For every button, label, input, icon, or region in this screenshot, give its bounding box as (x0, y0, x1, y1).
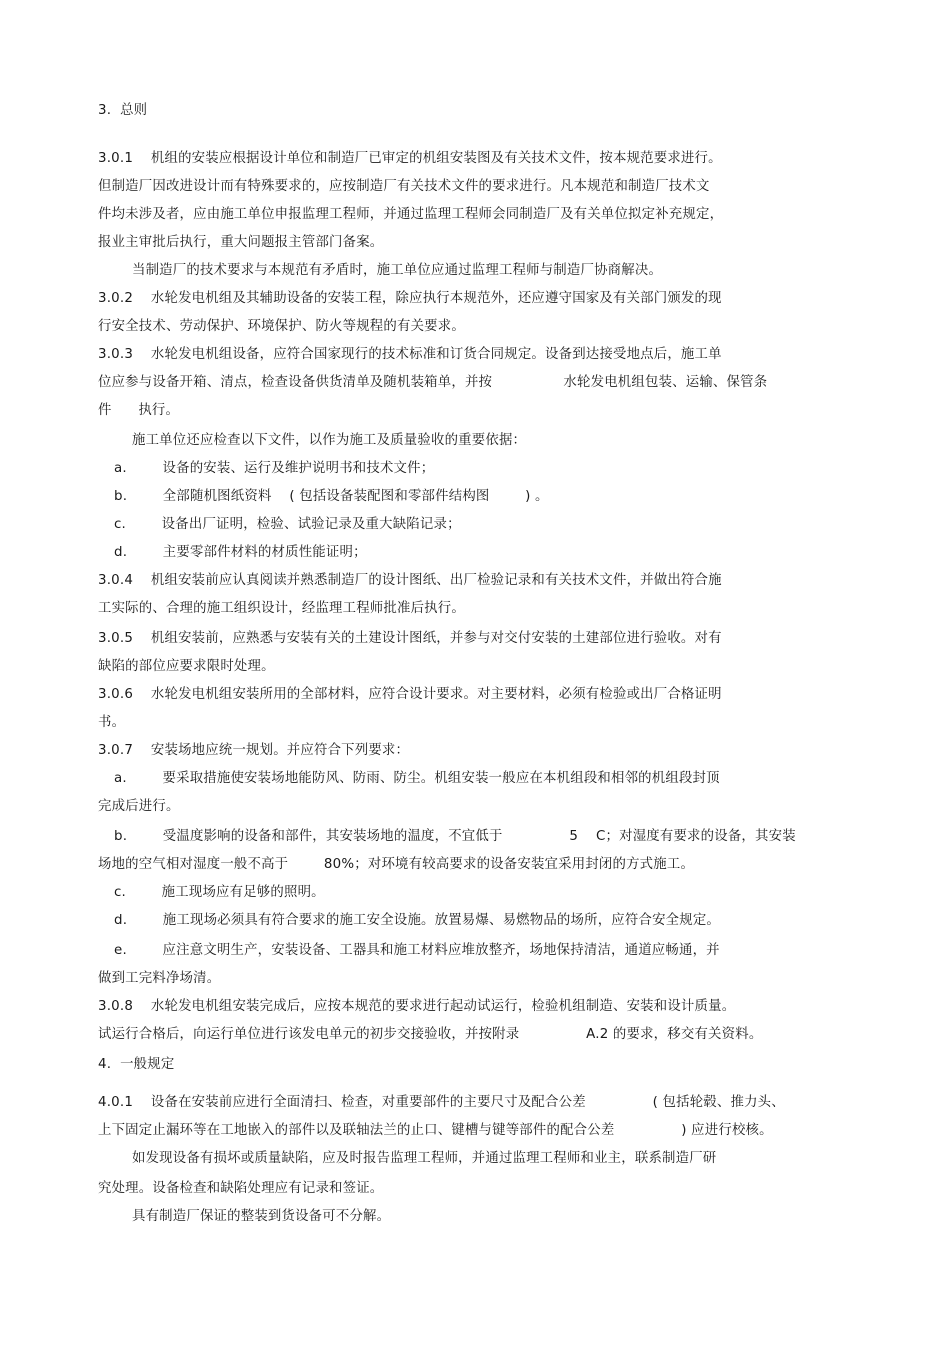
paragraph-line: 做到工完料净场清。 (98, 971, 221, 986)
paragraph-line: 3.0.1 机组的安装应根据设计单位和制造厂已审定的机组安装图及有关技术文件，按本规范要求进行。 (98, 151, 722, 166)
paragraph-line: 3.0.3 水轮发电机组设备，应符合国家现行的技术标准和订货合同规定。设备到达接受地点后，施工单 (98, 347, 722, 362)
paragraph-line: 究处理。设备检查和缺陷处理应有记录和签证。 (98, 1181, 384, 1196)
paragraph-line: 施工单位还应检查以下文件，以作为施工及质量验收的重要依据： (132, 433, 527, 448)
paragraph-line: 缺陷的部位应要求限时处理。 (98, 659, 275, 674)
paragraph-line: 当制造厂的技术要求与本规范有矛盾时，施工单位应通过监理工程师与制造厂协商解决。 (132, 263, 663, 278)
paragraph-line: 书。 (98, 715, 126, 730)
paragraph-line: 场地的空气相对湿度一般不高于 80%；对环境有较高要求的设备安装宜采用封闭的方式施工。 (98, 857, 695, 872)
list-item: c. 施工现场应有足够的照明。 (114, 885, 325, 900)
section-heading: 3. 总则 (98, 103, 148, 118)
list-item: d. 施工现场必须具有符合要求的施工安全设施。放置易爆、易燃物品的场所，应符合安全规定。 (114, 913, 721, 928)
paragraph-line: 3.0.2 水轮发电机组及其辅助设备的安装工程，除应执行本规范外，还应遵守国家及有关部门颁发的现 (98, 291, 722, 306)
paragraph-line: 3.0.4 机组安装前应认真阅读并熟悉制造厂的设计图纸、出厂检验记录和有关技术文件，并做出符合施 (98, 573, 722, 588)
paragraph-line: 具有制造厂保证的整装到货设备可不分解。 (132, 1209, 391, 1224)
list-item: b. 受温度影响的设备和部件，其安装场地的温度，不宜低于 5 C；对湿度有要求的设备，其安装 (114, 829, 796, 844)
paragraph-line: 3.0.7 安装场地应统一规划。并应符合下列要求： (98, 743, 410, 758)
list-item: e. 应注意文明生产，安装设备、工器具和施工材料应堆放整齐，场地保持清洁，通道应畅通，并 (114, 943, 720, 958)
paragraph-line: 上下固定止漏环等在工地嵌入的部件以及联轴法兰的止口、键槽与键等部件的配合公差 ) 应进行校核。 (98, 1123, 773, 1138)
paragraph-line: 报业主审批后执行，重大问题报主管部门备案。 (98, 235, 384, 250)
paragraph-line: 3.0.8 水轮发电机组安装完成后，应按本规范的要求进行起动试运行，检验机组制造、安装和设计质量。 (98, 999, 736, 1014)
paragraph-line: 件 执行。 (98, 403, 180, 418)
paragraph-line: 行安全技术、劳动保护、环境保护、防火等规程的有关要求。 (98, 319, 465, 334)
paragraph-line: 4.0.1 设备在安装前应进行全面清扫、检查，对重要部件的主要尺寸及配合公差 ( 包括轮毂、推力头、 (98, 1095, 785, 1110)
paragraph-line: 如发现设备有损坏或质量缺陷，应及时报告监理工程师，并通过监理工程师和业主，联系制造厂研 (132, 1151, 717, 1166)
paragraph-line: 件均未涉及者，应由施工单位申报监理工程师，并通过监理工程师会同制造厂及有关单位拟定补充规定， (98, 207, 724, 222)
paragraph-line: 完成后进行。 (98, 799, 180, 814)
list-item: b. 全部随机图纸资料 ( 包括设备装配图和零部件结构图 ) 。 (114, 489, 549, 504)
list-item: d. 主要零部件材料的材质性能证明； (114, 545, 367, 560)
list-item: a. 设备的安装、运行及维护说明书和技术文件； (114, 461, 435, 476)
paragraph-line: 3.0.6 水轮发电机组安装所用的全部材料，应符合设计要求。对主要材料，必须有检验或出厂合格证明 (98, 687, 722, 702)
paragraph-line: 工实际的、合理的施工组织设计，经监理工程师批准后执行。 (98, 601, 465, 616)
paragraph-line: 但制造厂因改进设计而有特殊要求的，应按制造厂有关技术文件的要求进行。凡本规范和制造厂技术文 (98, 179, 710, 194)
paragraph-line: 3.0.5 机组安装前，应熟悉与安装有关的土建设计图纸，并参与对交付安装的土建部位进行验收。对有 (98, 631, 722, 646)
paragraph-line: 位应参与设备开箱、清点，检查设备供货清单及随机装箱单，并按 水轮发电机组包装、运输、保管条 (98, 375, 768, 390)
list-item: a. 要采取措施使安装场地能防风、防雨、防尘。机组安装一般应在本机组段和相邻的机组段封顶 (114, 771, 720, 786)
paragraph-line: 试运行合格后，向运行单位进行该发电单元的初步交接验收，并按附录 A.2 的要求，移交有关资料。 (98, 1027, 763, 1042)
section-heading: 4. 一般规定 (98, 1057, 175, 1072)
list-item: c. 设备出厂证明，检验、试验记录及重大缺陷记录； (114, 517, 461, 532)
